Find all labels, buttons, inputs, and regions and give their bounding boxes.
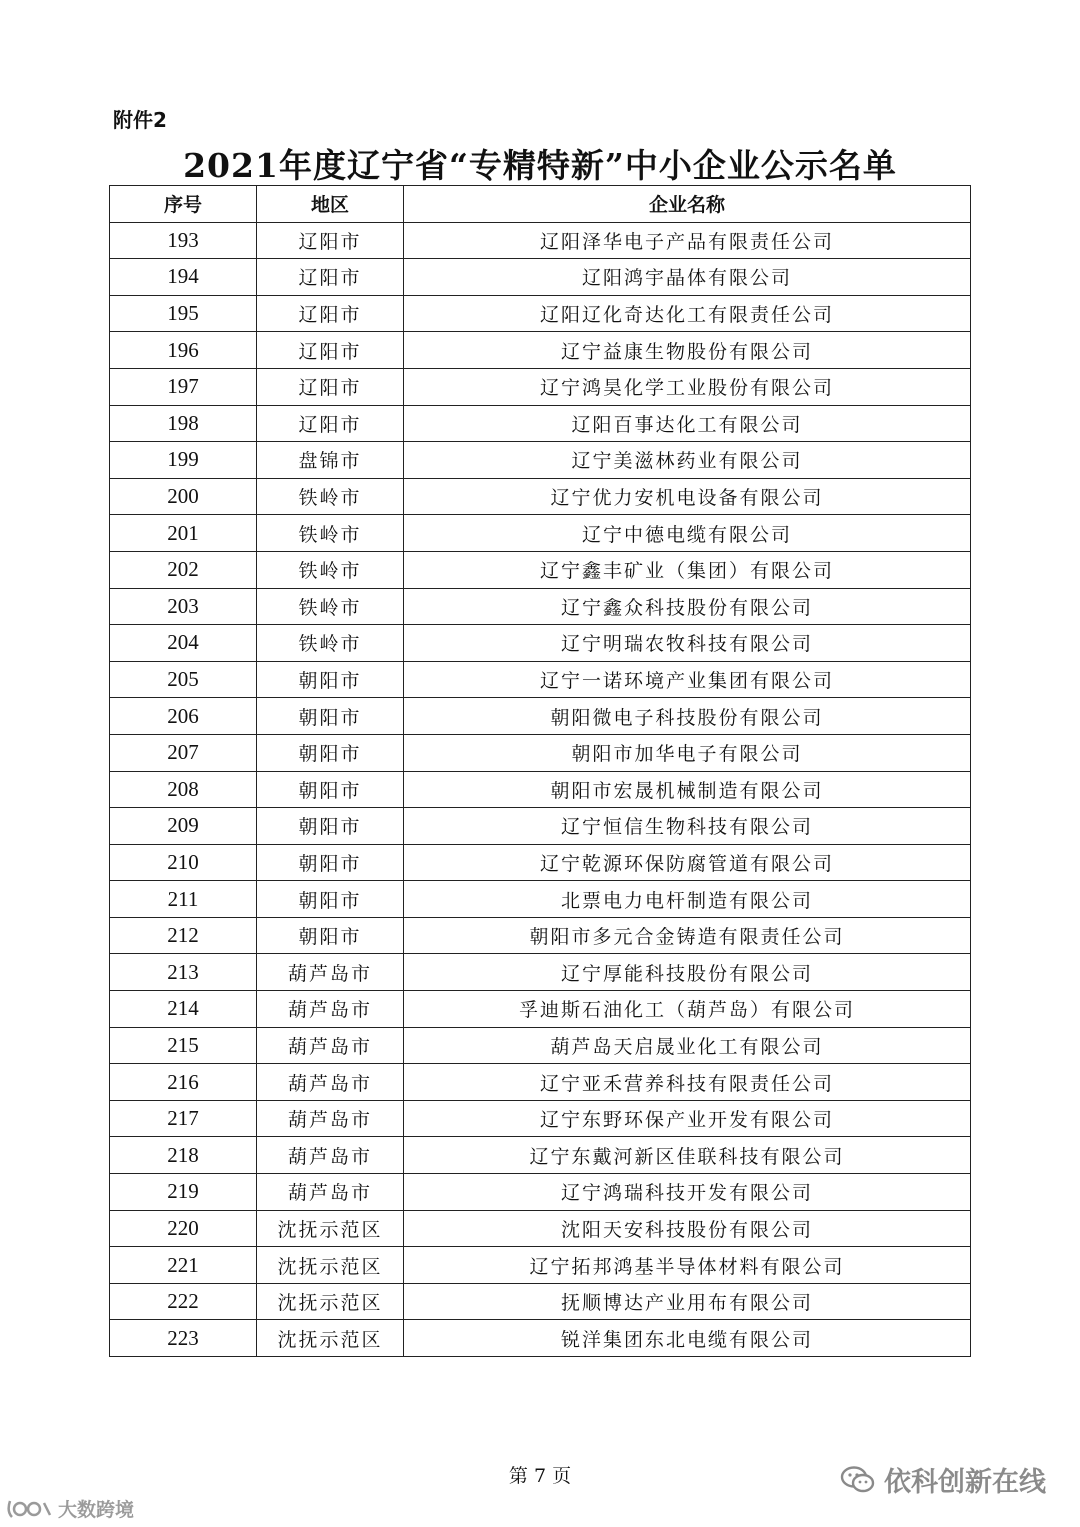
row-index-cell: 196 — [110, 332, 257, 369]
column-header-index: 序号 — [110, 186, 257, 223]
row-region-cell: 沈抚示范区 — [257, 1283, 404, 1320]
row-region-cell: 葫芦岛市 — [257, 1027, 404, 1064]
row-region-cell: 铁岭市 — [257, 625, 404, 662]
row-company-cell: 朝阳微电子科技股份有限公司 — [404, 698, 971, 735]
table-row — [110, 844, 971, 881]
table-row — [110, 442, 971, 479]
row-region-cell: 铁岭市 — [257, 478, 404, 515]
row-company-cell: 辽宁拓邦鸿基半导体材料有限公司 — [404, 1247, 971, 1284]
attachment-label: 附件2 — [113, 108, 167, 132]
table-row — [110, 1137, 971, 1174]
table-row — [110, 771, 971, 808]
table-row — [110, 1064, 971, 1101]
row-company-cell: 辽阳百事达化工有限公司 — [404, 405, 971, 442]
table-row — [110, 478, 971, 515]
wechat-watermark — [840, 1460, 1046, 1499]
table-row — [110, 332, 971, 369]
row-index-cell: 195 — [110, 295, 257, 332]
row-company-cell: 辽阳鸿宇晶体有限公司 — [404, 259, 971, 296]
page-number: 第 7 页 — [508, 1465, 572, 1487]
row-company-cell: 抚顺博达产业用布有限公司 — [404, 1283, 971, 1320]
row-region-cell: 沈抚示范区 — [257, 1210, 404, 1247]
row-company-cell: 辽宁优力安机电设备有限公司 — [404, 478, 971, 515]
row-region-cell: 铁岭市 — [257, 588, 404, 625]
row-region-cell: 盘锦市 — [257, 442, 404, 479]
row-index-cell: 197 — [110, 368, 257, 405]
row-region-cell: 铁岭市 — [257, 551, 404, 588]
row-region-cell: 朝阳市 — [257, 771, 404, 808]
row-index-cell: 201 — [110, 515, 257, 552]
row-region-cell: 辽阳市 — [257, 259, 404, 296]
row-company-cell: 辽宁东野环保产业开发有限公司 — [404, 1100, 971, 1137]
row-index-cell: 199 — [110, 442, 257, 479]
row-index-cell: 220 — [110, 1210, 257, 1247]
row-index-cell: 210 — [110, 844, 257, 881]
row-company-cell: 辽宁明瑞农牧科技有限公司 — [404, 625, 971, 662]
row-company-cell: 辽阳泽华电子产品有限责任公司 — [404, 222, 971, 259]
row-index-cell: 211 — [110, 881, 257, 918]
row-region-cell: 辽阳市 — [257, 332, 404, 369]
row-company-cell: 辽宁鸿瑞科技开发有限公司 — [404, 1174, 971, 1211]
row-region-cell: 葫芦岛市 — [257, 1064, 404, 1101]
row-company-cell: 孚迪斯石油化工（葫芦岛）有限公司 — [404, 991, 971, 1028]
table-row — [110, 698, 971, 735]
row-company-cell: 沈阳天安科技股份有限公司 — [404, 1210, 971, 1247]
row-index-cell: 218 — [110, 1137, 257, 1174]
row-index-cell: 222 — [110, 1283, 257, 1320]
row-index-cell: 212 — [110, 917, 257, 954]
brand-watermark — [6, 1495, 134, 1522]
row-index-cell: 209 — [110, 808, 257, 845]
row-region-cell: 朝阳市 — [257, 917, 404, 954]
table-row — [110, 1174, 971, 1211]
row-index-cell: 193 — [110, 222, 257, 259]
table-row — [110, 625, 971, 662]
row-index-cell: 203 — [110, 588, 257, 625]
column-header-region: 地区 — [257, 186, 404, 223]
row-region-cell: 葫芦岛市 — [257, 991, 404, 1028]
row-index-cell: 217 — [110, 1100, 257, 1137]
row-company-cell: 辽宁东戴河新区佳联科技有限公司 — [404, 1137, 971, 1174]
row-company-cell: 辽宁美滋林药业有限公司 — [404, 442, 971, 479]
row-company-cell: 朝阳市加华电子有限公司 — [404, 734, 971, 771]
row-index-cell: 208 — [110, 771, 257, 808]
table-row — [110, 881, 971, 918]
table-row — [110, 991, 971, 1028]
row-company-cell: 朝阳市宏晟机械制造有限公司 — [404, 771, 971, 808]
table-row — [110, 661, 971, 698]
row-index-cell: 215 — [110, 1027, 257, 1064]
table-row — [110, 368, 971, 405]
row-region-cell: 朝阳市 — [257, 844, 404, 881]
row-index-cell: 223 — [110, 1320, 257, 1357]
row-index-cell: 194 — [110, 259, 257, 296]
row-region-cell: 朝阳市 — [257, 734, 404, 771]
table-body — [110, 222, 971, 1356]
table-row — [110, 405, 971, 442]
row-region-cell: 葫芦岛市 — [257, 954, 404, 991]
row-company-cell: 锐洋集团东北电缆有限公司 — [404, 1320, 971, 1357]
column-header-company: 企业名称 — [404, 186, 971, 223]
table-row — [110, 259, 971, 296]
row-index-cell: 206 — [110, 698, 257, 735]
row-company-cell: 北票电力电杆制造有限公司 — [404, 881, 971, 918]
row-index-cell: 202 — [110, 551, 257, 588]
row-index-cell: 216 — [110, 1064, 257, 1101]
row-index-cell: 219 — [110, 1174, 257, 1211]
row-index-cell: 200 — [110, 478, 257, 515]
table-row — [110, 1100, 971, 1137]
table-row — [110, 222, 971, 259]
row-company-cell: 辽宁中德电缆有限公司 — [404, 515, 971, 552]
table-row — [110, 1247, 971, 1284]
row-region-cell: 辽阳市 — [257, 222, 404, 259]
row-index-cell: 214 — [110, 991, 257, 1028]
row-company-cell: 辽宁乾源环保防腐管道有限公司 — [404, 844, 971, 881]
row-company-cell: 葫芦岛天启晟业化工有限公司 — [404, 1027, 971, 1064]
table-row — [110, 295, 971, 332]
row-region-cell: 沈抚示范区 — [257, 1247, 404, 1284]
table-row — [110, 1027, 971, 1064]
row-region-cell: 葫芦岛市 — [257, 1174, 404, 1211]
brand-watermark-text: 大数跨境 — [58, 1499, 135, 1521]
row-company-cell: 辽宁鑫众科技股份有限公司 — [404, 588, 971, 625]
row-region-cell: 朝阳市 — [257, 808, 404, 845]
row-index-cell: 221 — [110, 1247, 257, 1284]
wechat-watermark-text: 依科创新在线 — [884, 1467, 1046, 1498]
row-index-cell: 205 — [110, 661, 257, 698]
row-region-cell: 辽阳市 — [257, 405, 404, 442]
row-region-cell: 葫芦岛市 — [257, 1137, 404, 1174]
enterprise-table — [109, 185, 971, 1357]
brand-logo-icon — [6, 1497, 52, 1521]
table-header-row — [110, 186, 971, 223]
row-company-cell: 辽宁鑫丰矿业（集团）有限公司 — [404, 551, 971, 588]
row-index-cell: 213 — [110, 954, 257, 991]
row-company-cell: 辽宁厚能科技股份有限公司 — [404, 954, 971, 991]
row-region-cell: 沈抚示范区 — [257, 1320, 404, 1357]
table-row — [110, 917, 971, 954]
table-row — [110, 551, 971, 588]
row-index-cell: 207 — [110, 734, 257, 771]
wechat-icon — [840, 1465, 876, 1495]
row-company-cell: 朝阳市多元合金铸造有限责任公司 — [404, 917, 971, 954]
page-title: 2021年度辽宁省“专精特新”中小企业公示名单 — [183, 146, 897, 185]
table-row — [110, 588, 971, 625]
table-row — [110, 808, 971, 845]
row-company-cell: 辽阳辽化奇达化工有限责任公司 — [404, 295, 971, 332]
row-index-cell: 198 — [110, 405, 257, 442]
row-company-cell: 辽宁益康生物股份有限公司 — [404, 332, 971, 369]
row-region-cell: 朝阳市 — [257, 698, 404, 735]
row-index-cell: 204 — [110, 625, 257, 662]
row-region-cell: 辽阳市 — [257, 368, 404, 405]
table-row — [110, 1283, 971, 1320]
row-company-cell: 辽宁一诺环境产业集团有限公司 — [404, 661, 971, 698]
row-company-cell: 辽宁亚禾营养科技有限责任公司 — [404, 1064, 971, 1101]
table-row — [110, 1210, 971, 1247]
table-row — [110, 1320, 971, 1357]
row-region-cell: 葫芦岛市 — [257, 1100, 404, 1137]
row-region-cell: 辽阳市 — [257, 295, 404, 332]
row-company-cell: 辽宁恒信生物科技有限公司 — [404, 808, 971, 845]
table-row — [110, 954, 971, 991]
row-region-cell: 朝阳市 — [257, 661, 404, 698]
row-company-cell: 辽宁鸿昊化学工业股份有限公司 — [404, 368, 971, 405]
row-region-cell: 铁岭市 — [257, 515, 404, 552]
table-row — [110, 515, 971, 552]
row-region-cell: 朝阳市 — [257, 881, 404, 918]
table-row — [110, 734, 971, 771]
